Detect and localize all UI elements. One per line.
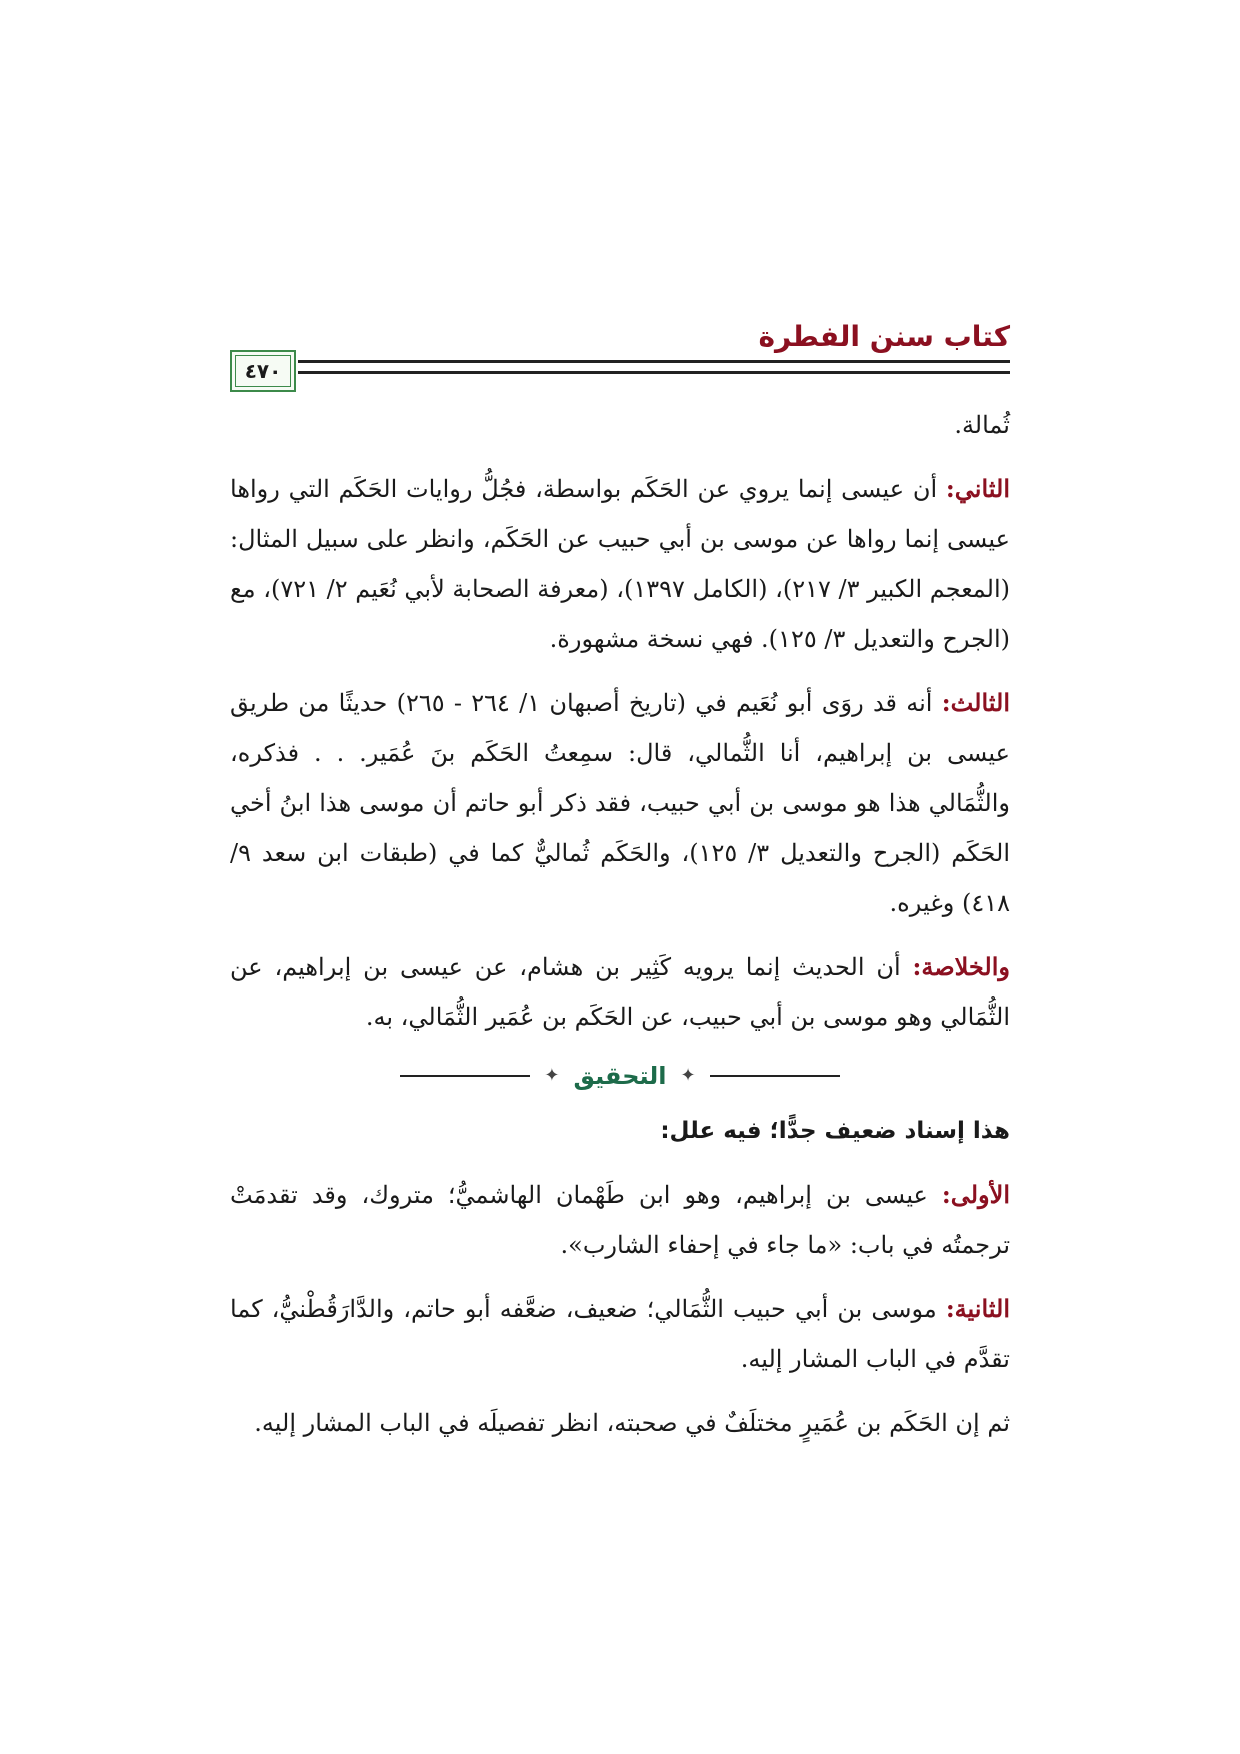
- paragraph-text: أنه قد روَى أبو نُعَيم في (تاريخ أصبهان ١/ ٢٦٤ - ٢٦٥) حديثًا من طريق عيسى بن إبراهيم، أنا الثُّمالي، قال: سمِعتُ الحَكَم بنَ عُمَير. . . فذكره، والثُّمَالي هذا هو موسى بن أبي حبيب، فقد ذكر أبو حاتم أن موسى هذا ابنُ أخي الحَكَم (الجرح والتعديل ٣/ ١٢٥)، والحَكَم ثُماليٌّ كما في (طبقات ابن سعد ٩/ ٤١٨) وغيره.: [230, 689, 1010, 917]
- paragraph-continuation: ثُمالة.: [954, 411, 1010, 439]
- paragraph-second: [230, 464, 1010, 664]
- paragraph-lead: الثانية:: [945, 1294, 1010, 1323]
- page-body: [230, 400, 1010, 1462]
- divider-line: [710, 1075, 840, 1077]
- paragraph-text: أن الحديث إنما يرويه كَثِير بن هشام، عن عيسى بن إبراهيم، عن الثُّمَالي وهو موسى بن أبي حبيب، عن الحَكَم بن عُمَير الثُّمَالي، به.: [230, 953, 1010, 1031]
- page-number-badge: [230, 350, 296, 392]
- paragraph-first-illness: [230, 1170, 1010, 1270]
- paragraph-second-illness: [230, 1284, 1010, 1384]
- header-double-rule: [298, 360, 1010, 374]
- paragraph-lead: الأولى:: [941, 1180, 1010, 1209]
- ornament-icon: ✦: [544, 1065, 560, 1086]
- page-number: ٤٧٠: [235, 355, 291, 387]
- isnad-verdict: هذا إسناد ضعيف جدًّا؛ فيه علل:: [660, 1118, 1010, 1144]
- section-divider: [230, 1056, 1010, 1096]
- paragraph-final: ثم إن الحَكَم بن عُمَيرٍ مختلَفٌ في صحبته، انظر تفصيلَه في الباب المشار إليه.: [254, 1409, 1010, 1437]
- paragraph-lead: الثاني:: [945, 474, 1010, 503]
- paragraph-text: أن عيسى إنما يروي عن الحَكَم بواسطة، فجُلُّ روايات الحَكَم التي رواها عيسى إنما رواها عن موسى بن أبي حبيب عن الحَكَم، وانظر على سبيل المثال: (المعجم الكبير ٣/ ٢١٧)، (الكامل ١٣٩٧)، (معرفة الصحابة لأبي نُعَيم ٢/ ٧٢١)، مع (الجرح والتعديل ٣/ ١٢٥). فهي نسخة مشهورة.: [230, 475, 1011, 653]
- section-heading: التحقيق: [573, 1062, 667, 1090]
- divider-line: [400, 1075, 530, 1077]
- paragraph-summary: [230, 942, 1010, 1042]
- page-header: [230, 300, 1010, 390]
- paragraph-lead: والخلاصة:: [912, 952, 1010, 981]
- ornament-icon: ✦: [680, 1065, 696, 1086]
- paragraph-text: عيسى بن إبراهيم، وهو ابن طَهْمان الهاشميُّ؛ متروك، وقد تقدمَتْ ترجمتُه في باب: «ما جاء في إحفاء الشارب».: [230, 1181, 1010, 1259]
- paragraph-text: موسى بن أبي حبيب الثُّمَالي؛ ضعيف، ضعَّفه أبو حاتم، والدَّارَقُطْنيُّ، كما تقدَّم في الباب المشار إليه.: [230, 1295, 1010, 1373]
- paragraph-third: [230, 678, 1010, 928]
- paragraph-lead: الثالث:: [941, 688, 1011, 717]
- book-title: كتاب سنن الفطرة: [758, 320, 1010, 353]
